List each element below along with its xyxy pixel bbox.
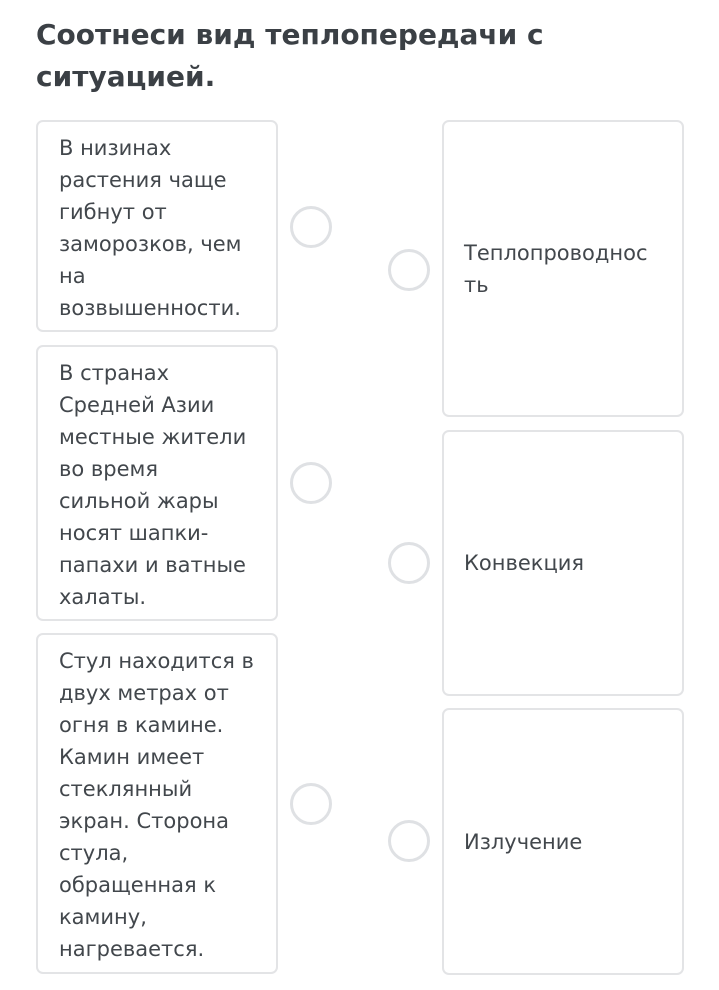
situation-card-2[interactable] bbox=[36, 345, 278, 621]
situation-text: В странах Средней Азии местные жители во время сильной жары носят шапки- папахи и ватные халаты. bbox=[59, 361, 247, 609]
answer-card-3[interactable] bbox=[442, 708, 684, 975]
answer-1-connector-radio[interactable] bbox=[388, 249, 430, 291]
situation-3-connector-radio[interactable] bbox=[290, 783, 332, 825]
situation-card-1[interactable] bbox=[36, 120, 278, 332]
answer-card-1[interactable] bbox=[442, 120, 684, 417]
situation-text: Стул находится в двух метрах от огня в камине. Камин имеет стеклянный экран. Сторона стула, обращенная к камину, нагревается. bbox=[59, 649, 254, 961]
situation-card-3[interactable] bbox=[36, 633, 278, 974]
question-title: Соотнеси вид теплопередачи с ситуацией. bbox=[36, 18, 544, 93]
answer-card-2[interactable] bbox=[442, 430, 684, 696]
answer-2-connector-radio[interactable] bbox=[388, 542, 430, 584]
answer-text: Конвекция bbox=[464, 551, 585, 575]
situation-2-connector-radio[interactable] bbox=[290, 462, 332, 504]
answer-3-connector-radio[interactable] bbox=[388, 820, 430, 862]
answer-text: Теплопроводнос ть bbox=[464, 240, 648, 297]
answer-text: Излучение bbox=[464, 829, 583, 854]
situation-1-connector-radio[interactable] bbox=[290, 206, 332, 248]
situation-text: В низинах растения чаще гибнут от заморозков, чем на возвышенности. bbox=[59, 136, 242, 320]
